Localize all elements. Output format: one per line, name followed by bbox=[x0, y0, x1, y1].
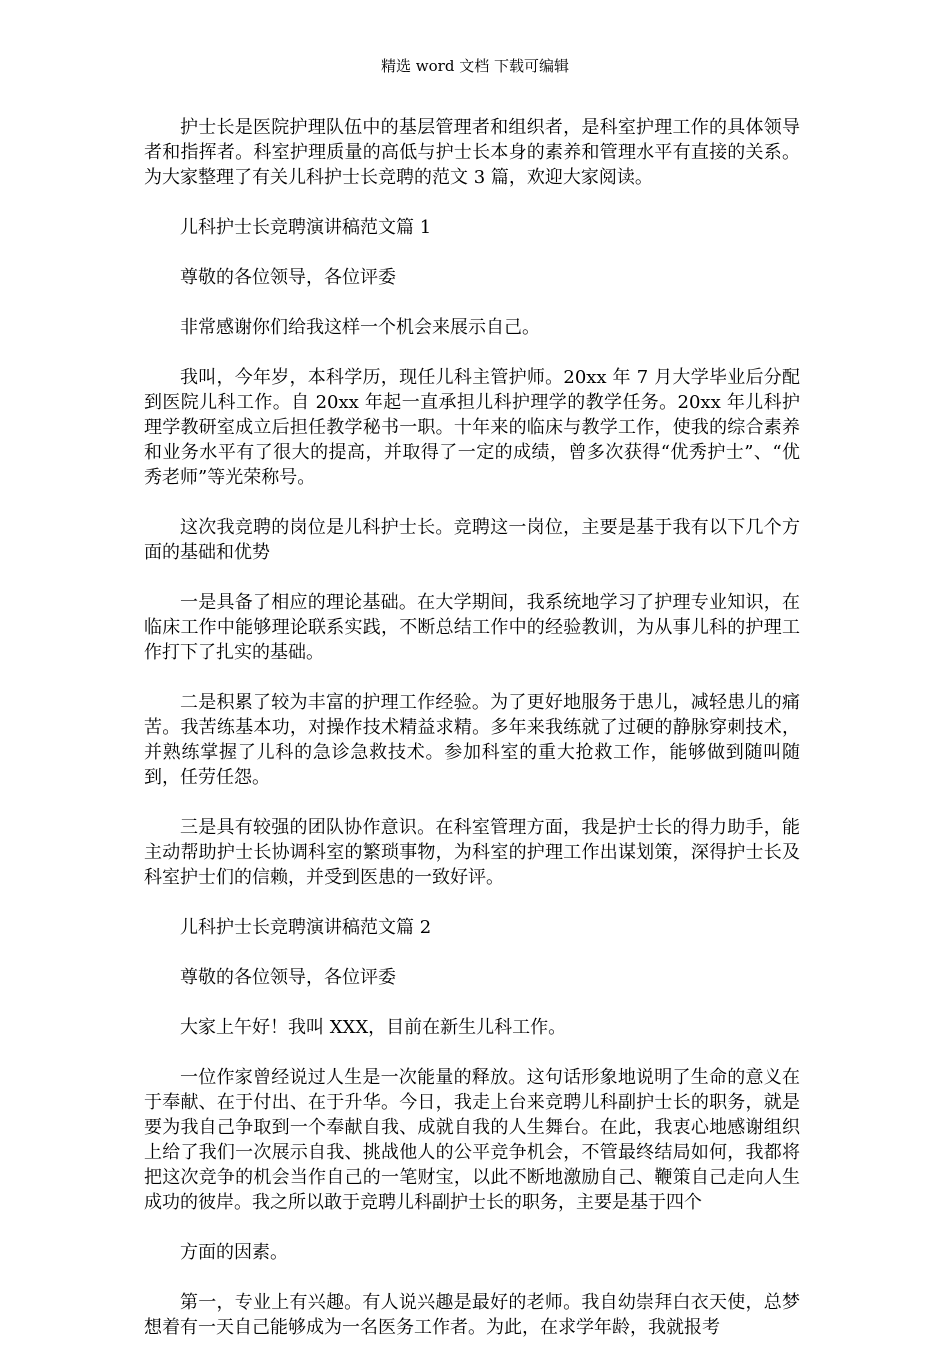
document-body bbox=[144, 115, 800, 1365]
paragraph-greeting: 大家上午好！我叫 XXX，目前在新生儿科工作。 bbox=[180, 1017, 567, 1038]
paragraph-first-point: 第一，专业上有兴趣。有人说兴趣是最好的老师。我自幼崇拜白衣天使，总梦想着有一天自己能够成为一名医务工作者。为此，在求学年龄，我就报考 bbox=[144, 1292, 800, 1338]
intro-paragraph: 护士长是医院护理队伍中的基层管理者和组织者，是科室护理工作的具体领导者和指挥者。科室护理质量的高低与护士长本身的素养和管理水平有直接的关系。为大家整理了有关儿科护士长竞聘的范文 3 篇，欢迎大家阅读。 bbox=[144, 117, 800, 188]
paragraph-thanks: 非常感谢你们给我这样一个机会来展示自己。 bbox=[180, 317, 540, 338]
paragraph-self-intro: 我叫，今年岁，本科学历，现任儿科主管护师。20xx 年 7 月大学毕业后分配到医院儿科工作。自 20xx 年起一直承担儿科护理学的教学任务。20xx 年儿科护理学教研室成立后担任教学秘书一职。十年来的临床与教学工作，使我的综合素养和业务水平有了很大的提高，并取得了一定的成绩，曾多次获得“优秀护士”、“优秀老师”等光荣称号。 bbox=[144, 367, 800, 488]
paragraph-quote: 一位作家曾经说过人生是一次能量的释放。这句话形象地说明了生命的意义在于奉献、在于付出、在于升华。今日，我走上台来竞聘儿科副护士长的职务，就是要为我自己争取到一个奉献自我、成就自我的人生舞台。在此，我衷心地感谢组织上给了我们一次展示自我、挑战他人的公平竞争机会，不管最终结局如何，我都将把这次竞争的机会当作自己的一笔财宝，以此不断地激励自己、鞭策自己走向人生成功的彼岸。我之所以敢于竞聘儿科副护士长的职务，主要是基于四个 bbox=[144, 1067, 800, 1213]
section-title-2: 儿科护士长竞聘演讲稿范文篇 2 bbox=[180, 917, 432, 938]
paragraph-factors: 方面的因素。 bbox=[180, 1242, 288, 1263]
salutation-2: 尊敬的各位领导，各位评委 bbox=[180, 967, 396, 988]
paragraph-point-3: 三是具有较强的团队协作意识。在科室管理方面，我是护士长的得力助手，能主动帮助护士长协调科室的繁琐事物，为科室的护理工作出谋划策，深得护士长及科室护士们的信赖，并受到医患的一致好评。 bbox=[144, 817, 800, 888]
paragraph-point-2: 二是积累了较为丰富的护理工作经验。为了更好地服务于患儿，减轻患儿的痛苦。我苦练基本功，对操作技术精益求精。多年来我练就了过硬的静脉穿刺技术，并熟练掌握了儿科的急诊急救技术。参加科室的重大抢救工作，能够做到随叫随到，任劳任怨。 bbox=[144, 692, 800, 788]
section-title-1: 儿科护士长竞聘演讲稿范文篇 1 bbox=[180, 217, 432, 238]
paragraph-point-1: 一是具备了相应的理论基础。在大学期间，我系统地学习了护理专业知识，在临床工作中能够理论联系实践，不断总结工作中的经验教训，为从事儿科的护理工作打下了扎实的基础。 bbox=[144, 592, 800, 663]
page-header: 精选 word 文档 下载可编辑 bbox=[381, 57, 569, 75]
salutation-1: 尊敬的各位领导，各位评委 bbox=[180, 267, 396, 288]
paragraph-position: 这次我竞聘的岗位是儿科护士长。竞聘这一岗位，主要是基于我有以下几个方面的基础和优势 bbox=[144, 517, 800, 563]
